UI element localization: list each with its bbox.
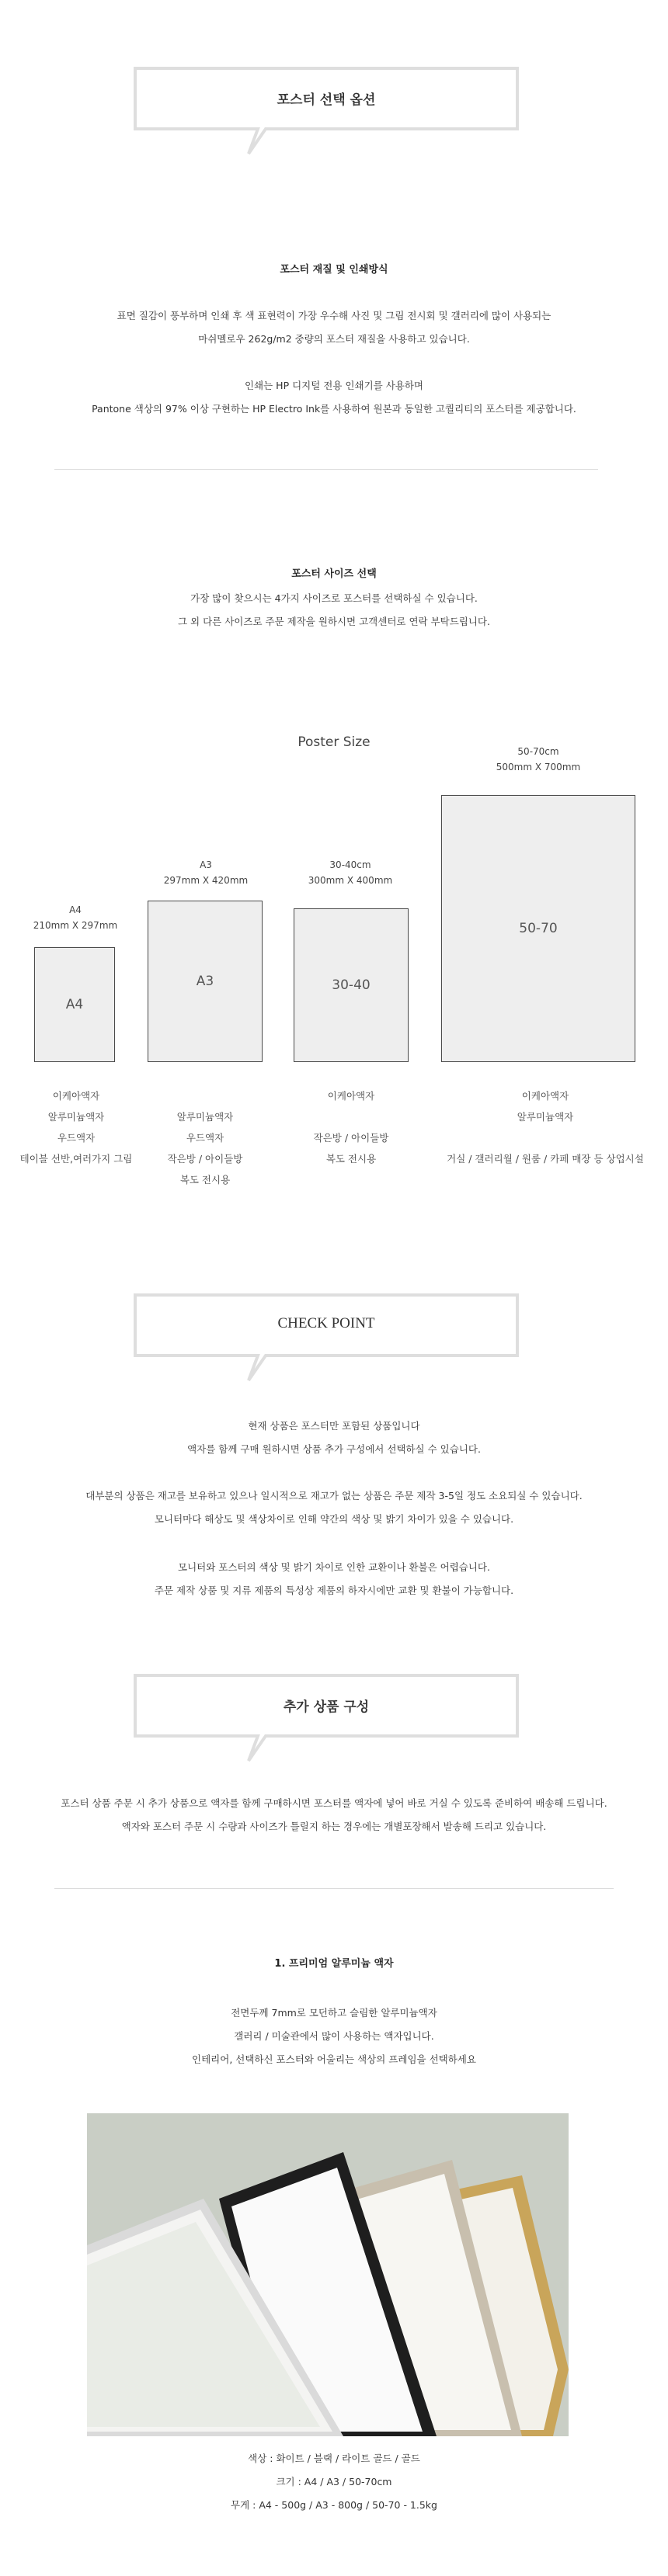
premium-frame-line: 전면두께 7mm로 모던하고 슬림한 알루미늄액자	[231, 2007, 437, 2019]
section-banner-additional	[134, 1674, 519, 1742]
size-select-line: 가장 많이 찾으시는 4가지 사이즈로 포스터를 선택하실 수 있습니다.	[190, 592, 478, 604]
material-line: 마쉬멜로우 262g/m2 중량의 포스터 재질을 사용하고 있습니다.	[198, 333, 470, 345]
size-a4-name: A4	[69, 904, 82, 915]
frame-product-photo	[87, 2113, 569, 2436]
chart-title: Poster Size	[297, 734, 371, 750]
section-title: CHECK POINT	[277, 1315, 375, 1331]
size-a4-dims: 210mm X 297mm	[33, 920, 118, 931]
option-item: 우드액자	[57, 1132, 96, 1144]
size-3040-options	[275, 1085, 427, 1169]
size-5070-label: 50-70	[519, 921, 558, 936]
material-line: 인쇄는 HP 디지털 전용 인쇄기를 사용하며	[244, 380, 423, 391]
section-banner-check-point	[134, 1293, 519, 1362]
premium-frame-line: 인테리어, 선택하신 포스터와 어울리는 색상의 프레임을 선택하세요	[192, 2054, 476, 2065]
checkpoint-line: 모니터마다 해상도 및 색상차이로 인해 약간의 색상 및 밝기 차이가 있을 수 있습니다.	[154, 1513, 514, 1525]
size-a3-dims: 297mm X 420mm	[163, 875, 249, 886]
size-3040-label: 30-40	[332, 977, 371, 993]
option-item: 알루미늄액자	[517, 1111, 574, 1123]
option-item: 알루미늄액자	[176, 1111, 234, 1123]
size-3040-name: 30-40cm	[329, 859, 371, 870]
option-item: 알루미늄액자	[47, 1111, 105, 1123]
size-3040-frame[interactable]	[294, 908, 409, 1062]
size-5070-frame[interactable]	[441, 795, 635, 1062]
checkpoint-line: 대부분의 상품은 재고를 보유하고 있으나 일시적으로 재고가 없는 상품은 주문 제작 3-5일 정도 소요되실 수 있습니다.	[85, 1490, 583, 1502]
checkpoint-line: 현재 상품은 포스터만 포함된 상품입니다	[248, 1420, 420, 1432]
checkpoint-line: 액자를 함께 구매 원하시면 상품 추가 구성에서 선택하실 수 있습니다.	[187, 1443, 481, 1455]
additional-line: 포스터 상품 주문 시 추가 상품으로 액자를 함께 구매하시면 포스터를 액자에 넣어 바로 거실 수 있도록 준비하여 배송해 드립니다.	[61, 1797, 607, 1809]
size-a3-name: A3	[200, 859, 212, 870]
divider	[54, 469, 598, 470]
additional-line: 액자와 포스터 주문 시 수량과 사이즈가 틀릴지 하는 경우에는 개별포장해서 발송해 드리고 있습니다.	[121, 1821, 547, 1832]
aluminum-frames-image	[87, 2113, 569, 2436]
option-item: 이케아액자	[327, 1090, 375, 1102]
option-item: 이케아액자	[521, 1090, 569, 1102]
section-title: 포스터 선택 옵션	[277, 92, 376, 108]
divider	[54, 1888, 614, 1889]
size-5070-name: 50-70cm	[517, 746, 559, 757]
speech-bubble-frame	[134, 67, 519, 160]
size-5070-dims: 500mm X 700mm	[496, 762, 581, 772]
material-heading: 포스터 재질 및 인쇄방식	[280, 264, 388, 276]
option-item: 작은방 / 아이들방	[167, 1153, 243, 1165]
size-a4-frame[interactable]	[34, 947, 115, 1062]
premium-frame-spec: 크기 : A4 / A3 / 50-70cm	[276, 2476, 392, 2487]
option-item: 테이블 선반,여러가지 그림	[19, 1153, 133, 1165]
size-select-heading: 포스터 사이즈 선택	[291, 568, 377, 580]
option-item: 작은방 / 아이들방	[313, 1132, 389, 1144]
option-item: 거실 / 갤러리월 / 원룸 / 카페 매장 등 상업시설	[447, 1153, 644, 1165]
speech-bubble-frame	[134, 1674, 519, 1767]
material-line: Pantone 색상의 97% 이상 구현하는 HP Electro Ink를 사용하여 원본과 동일한 고퀄리티의 포스터를 제공합니다.	[92, 403, 576, 415]
option-item: 이케아액자	[52, 1090, 100, 1102]
size-a4-label: A4	[65, 997, 84, 1012]
size-5070-options	[435, 1085, 656, 1169]
premium-frame-heading: 1. 프리미엄 알루미늄 액자	[274, 1958, 394, 1970]
checkpoint-line: 모니터와 포스터의 색상 및 밝기 차이로 인한 교환이나 환불은 어렵습니다.	[178, 1561, 490, 1573]
option-item: 우드액자	[186, 1132, 224, 1144]
premium-frame-spec: 무게 : A4 - 500g / A3 - 800g / 50-70 - 1.5kg	[231, 2499, 437, 2511]
section-title: 추가 상품 구성	[283, 1699, 370, 1715]
option-item: 복도 전시용	[325, 1153, 377, 1165]
speech-bubble-frame	[134, 1293, 519, 1387]
size-select-line: 그 외 다른 사이즈로 주문 제작을 원하시면 고객센터로 연락 부탁드립니다.	[178, 616, 490, 627]
size-a3-options	[129, 1106, 281, 1190]
size-a3-label: A3	[196, 974, 214, 989]
section-banner-poster-options	[134, 67, 519, 135]
material-line: 표면 질감이 풍부하며 인쇄 후 색 표현력이 가장 우수해 사진 및 그림 전시회 및 갤러리에 많이 사용되는	[117, 310, 551, 321]
premium-frame-spec: 색상 : 화이트 / 블랙 / 라이트 골드 / 골드	[248, 2453, 420, 2464]
size-a3-frame[interactable]	[148, 901, 263, 1062]
option-item: 복도 전시용	[179, 1174, 231, 1186]
size-3040-dims: 300mm X 400mm	[308, 875, 393, 886]
premium-frame-line: 갤러리 / 미술관에서 많이 사용하는 액자입니다.	[234, 2030, 434, 2042]
checkpoint-line: 주문 제작 상품 및 지류 제품의 특성상 제품의 하자시에만 교환 및 환불이 가능합니다.	[154, 1585, 514, 1596]
